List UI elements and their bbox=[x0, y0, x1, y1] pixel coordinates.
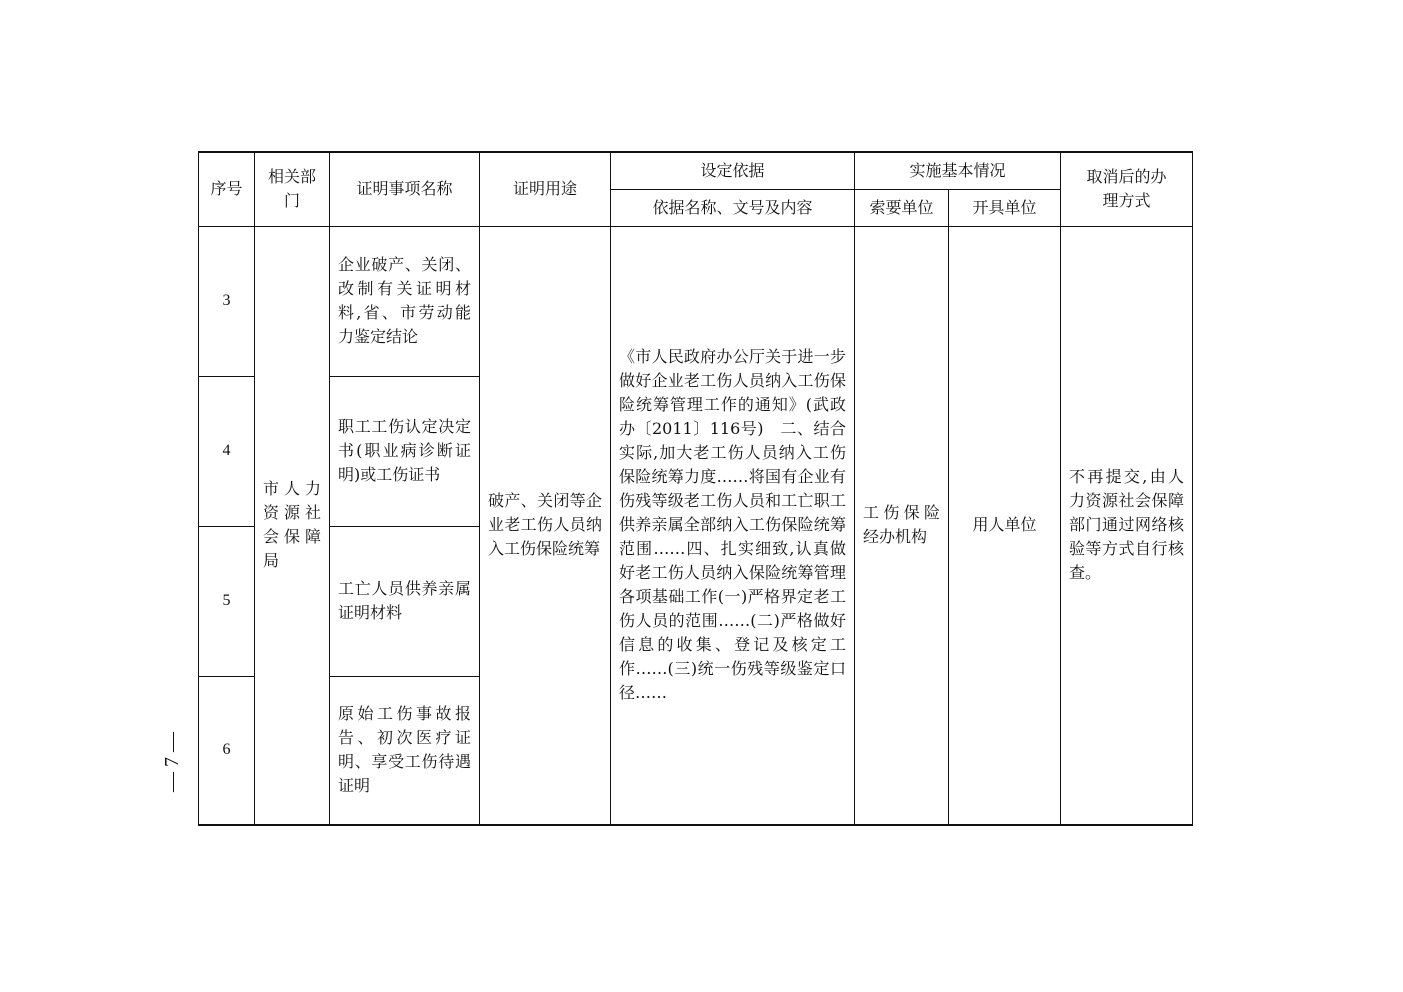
requester-cell: 工伤保险经办机构 bbox=[855, 226, 949, 825]
purpose-cell: 破产、关闭等企业老工伤人员纳入工伤保险统筹 bbox=[480, 226, 611, 825]
header-purpose: 证明用途 bbox=[480, 152, 611, 226]
after-cell: 不再提交,由人力资源社会保障部门通过网络核验等方式自行核查。 bbox=[1061, 226, 1193, 825]
issuer-cell: 用人单位 bbox=[949, 226, 1061, 825]
row-item: 工亡人员供养亲属证明材料 bbox=[330, 526, 480, 676]
row-item: 企业破产、关闭、改制有关证明材料,省、市劳动能力鉴定结论 bbox=[330, 226, 480, 376]
header-item: 证明事项名称 bbox=[330, 152, 480, 226]
row-seq: 3 bbox=[199, 226, 255, 376]
row-item: 原始工伤事故报告、初次医疗证明、享受工伤待遇证明 bbox=[330, 676, 480, 825]
page-number: — 7 — bbox=[161, 732, 183, 792]
header-impl: 实施基本情况 bbox=[855, 152, 1061, 189]
header-after: 取消后的办理方式 bbox=[1061, 152, 1193, 226]
row-seq: 4 bbox=[199, 376, 255, 526]
row-seq: 6 bbox=[199, 676, 255, 825]
dept-cell: 市人力资源社会保障局 bbox=[255, 226, 330, 825]
table-row bbox=[199, 226, 1193, 376]
header-basis: 设定依据 bbox=[611, 152, 855, 189]
header-issuer: 开具单位 bbox=[949, 189, 1061, 226]
header-dept: 相关部门 bbox=[255, 152, 330, 226]
header-requester: 索要单位 bbox=[855, 189, 949, 226]
row-item: 职工工伤认定决定书(职业病诊断证明)或工伤证书 bbox=[330, 376, 480, 526]
certificate-table bbox=[198, 151, 1193, 826]
header-basis-sub: 依据名称、文号及内容 bbox=[611, 189, 855, 226]
basis-cell: 《市人民政府办公厅关于进一步做好企业老工伤人员纳入工伤保险统筹管理工作的通知》(武政办〔2011〕116号) 二、结合实际,加大老工伤人员纳入工伤保险统筹力度……将国有企业有伤残等级老工伤人员和工亡职工供养亲属全部纳入工伤保险统筹范围……四、扎实细致,认真做好老工伤人员纳入保险统筹管理各项基础工作(一)严格界定老工伤人员的范围……(二)严格做好信息的收集、登记及核定工作……(三)统一伤残等级鉴定口径…… bbox=[611, 226, 855, 825]
header-seq: 序号 bbox=[199, 152, 255, 226]
row-seq: 5 bbox=[199, 526, 255, 676]
